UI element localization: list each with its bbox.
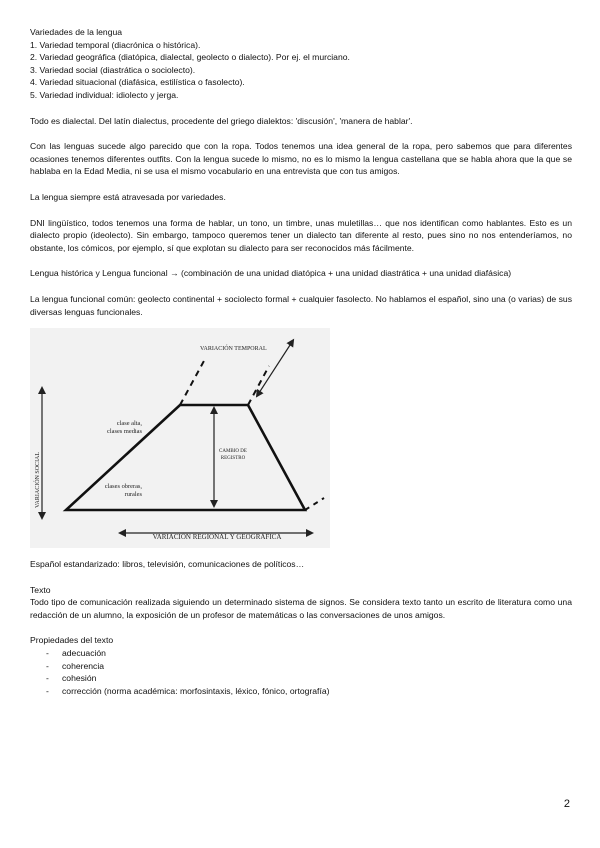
- property-item: - corrección (norma académica: morfosintaxis, léxico, fónico, ortografía): [46, 685, 572, 698]
- page-number: 2: [563, 798, 570, 810]
- properties-title: Propiedades del texto: [30, 635, 114, 646]
- property-item: - coherencia: [46, 660, 572, 673]
- paragraph-dialectal: Todo es dialectal. Del latín dialectus, procedente del griego dialektos: 'discusión', 'manera de hablar'.: [30, 115, 413, 126]
- register-label: CAMBIO DE: [219, 449, 247, 455]
- regional-axis-label: VARIACIÓN REGIONAL Y GEOGRÁFICA: [152, 533, 282, 542]
- lower-class-label: clases obreras,: [104, 483, 142, 491]
- variety-item: 2. Variedad geográfica (diatópica, dialectal, geolecto o dialecto). Por ej. el murciano.: [30, 52, 350, 63]
- diagram-background: [30, 328, 330, 548]
- variety-item: 3. Variedad social (diastrática o sociolecto).: [30, 64, 196, 75]
- register-label: REGISTRO: [220, 456, 246, 462]
- variation-diagram: [30, 328, 330, 548]
- properties-list: [30, 647, 572, 697]
- upper-class-label: clases medias: [107, 428, 142, 436]
- property-item: - adecuación: [46, 647, 572, 660]
- paragraph-dni: DNI lingüístico, todos tenemos una forma de hablar, un tono, un timbre, unas muletillas… que nos identifican como hablantes. Esto es un dialecto propio (ideolecto). Sin embargo, tampoco queremos tener un dialecto tan diferente al resto, pues sino no nos entenderíamos, no obstante, los cómicos, por ejemplo, sí que explotan su dialecto para ser reconocidos más fácilmente.: [30, 217, 572, 253]
- paragraph-atravesada: La lengua siempre está atravesada por variedades.: [30, 191, 226, 202]
- varieties-title: Variedades de la lengua: [30, 27, 123, 37]
- document-page: [30, 26, 572, 697]
- property-item: - cohesión: [46, 672, 572, 685]
- social-axis-label: VARIACIÓN SOCIAL: [35, 452, 41, 509]
- variety-item: 4. Variedad situacional (diafásica, estilística o fasolecto).: [30, 77, 245, 88]
- upper-class-label: clase alta,: [116, 420, 142, 428]
- texto-body: Todo tipo de comunicación realizada siguiendo un determinado sistema de signos. Se considera texto tanto un escrito de literatura como una redacción de un alumno, la exposición de un profesor de matemáticas o las conversaciones de unos amigos.: [30, 597, 572, 620]
- variation-diagram-svg: [30, 328, 330, 548]
- paragraph-funcional: Lengua histórica y Lengua funcional → (combinación de una unidad diatópica + una unidad diastrática + una unidad diafásica): [30, 268, 512, 279]
- variety-item: 5. Variedad individual: idiolecto y jerga.: [30, 89, 179, 100]
- lower-class-label: rurales: [124, 491, 142, 499]
- texto-title: Texto: [30, 584, 51, 595]
- paragraph-ropa: Con las lenguas sucede algo parecido que con la ropa. Todos tenemos una idea general de la ropa, pero sabemos que para diferentes ocasiones tenemos diferentes outfits. Con la lengua sucede lo mismo, no es lo mismo la lengua castellana que se habla ahora que la que se hablaba en la Edad Media, ni se usa el mismo vocabulario en una entrevista que con tus amigos.: [30, 141, 572, 177]
- variety-item: 1. Variedad temporal (diacrónica o histórica).: [30, 39, 201, 50]
- temporal-label: VARIACIÓN TEMPORAL: [200, 346, 267, 353]
- varieties-list: [30, 39, 572, 102]
- paragraph-comun: La lengua funcional común: geolecto continental + sociolecto formal + cualquier fasolecto. No hablamos el español, sino una (o varias) de sus diversas lenguas funcionales.: [30, 293, 572, 317]
- paragraph-estandarizado: Español estandarizado: libros, televisión, comunicaciones de políticos…: [30, 559, 305, 570]
